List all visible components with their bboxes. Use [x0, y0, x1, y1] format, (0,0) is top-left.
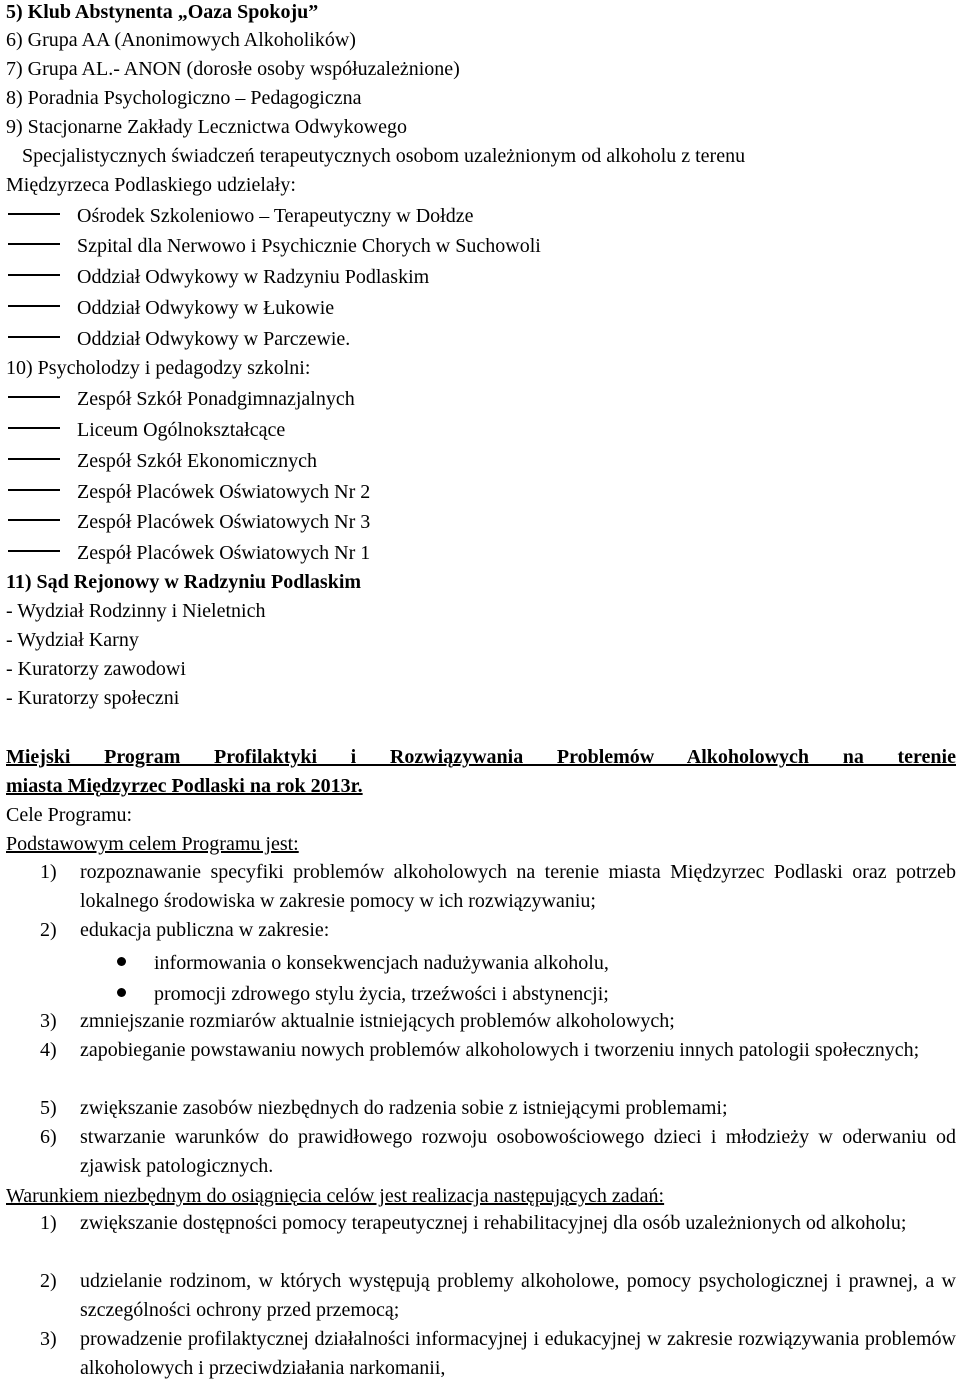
task-number: 2) — [40, 1270, 57, 1292]
facility-item — [8, 327, 350, 351]
goal-number: 5) — [40, 1097, 57, 1119]
school-item — [8, 480, 370, 504]
dash-marker — [8, 243, 60, 245]
task-item-3 — [40, 1325, 956, 1383]
intro-line-2: Międzyrzeca Podlaskiego udzielały: — [6, 174, 296, 196]
intro-line-1: Specjalistycznych świadczeń terapeutycznych osobom uzależnionym od alkoholu z terenu — [22, 145, 746, 167]
dash-marker — [8, 458, 60, 460]
school-item — [8, 387, 355, 411]
goal-text: stwarzanie warunków do prawidłowego rozwoju osobowościowego dzieci i młodzieży w oderwaniu od zjawisk patologicznych. — [80, 1126, 956, 1177]
dash-marker — [8, 489, 60, 491]
school-item — [8, 541, 370, 565]
school-label: Zespół Placówek Oświatowych Nr 1 — [77, 542, 371, 564]
goal-item-6 — [40, 1123, 956, 1181]
court-item: - Wydział Karny — [6, 629, 139, 651]
court-heading: 11) Sąd Rejonowy w Radzyniu Podlaskim — [6, 571, 362, 593]
dash-marker — [8, 396, 60, 398]
list-item-5: 5) Klub Abstynenta „Oaza Spokoju” — [6, 1, 319, 23]
dash-marker — [8, 305, 60, 307]
facility-label: Oddział Odwykowy w Parczewie. — [77, 328, 351, 350]
goal-number: 1) — [40, 861, 57, 883]
dash-marker — [8, 519, 60, 521]
goals-intro: Podstawowym celem Programu jest: — [6, 833, 299, 855]
dash-marker — [8, 550, 60, 552]
court-item: - Wydział Rodzinny i Nieletnich — [6, 600, 266, 622]
task-number: 3) — [40, 1328, 57, 1350]
goal-number: 3) — [40, 1010, 57, 1032]
school-label: Zespół Szkół Ekonomicznych — [77, 450, 317, 472]
dash-marker — [8, 213, 60, 215]
goal-text: zapobieganie powstawaniu nowych problemów alkoholowych i tworzeniu innych patologii społecznych; — [80, 1039, 920, 1061]
bullet-icon — [117, 988, 126, 997]
program-title-line-1: Miejski Program Profilaktyki i Rozwiązywania Problemów Alkoholowych na terenie — [6, 746, 956, 768]
psych-heading: 10) Psycholodzy i pedagodzy szkolni: — [6, 357, 311, 379]
goals-heading: Cele Programu: — [6, 804, 133, 826]
facility-label: Oddział Odwykowy w Łukowie — [77, 297, 335, 319]
facility-label: Oddział Odwykowy w Radzyniu Podlaskim — [77, 266, 430, 288]
list-item-7: 7) Grupa AL.- ANON (dorosłe osoby współuzależnione) — [6, 58, 460, 80]
dash-marker — [8, 336, 60, 338]
facility-item — [8, 204, 473, 228]
goal-number: 6) — [40, 1126, 57, 1148]
school-label: Zespół Placówek Oświatowych Nr 2 — [77, 481, 371, 503]
school-item — [8, 510, 370, 534]
court-item: - Kuratorzy zawodowi — [6, 658, 186, 680]
facility-label: Szpital dla Nerwowo i Psychicznie Chorych w Suchowoli — [77, 235, 541, 257]
school-item — [8, 449, 317, 473]
task-text: prowadzenie profilaktycznej działalności informacyjnej i edukacyjnej w zakresie rozwiązywania problemów alkoholowych i przeciwdziałania narkomanii, — [80, 1328, 956, 1379]
goal-number: 4) — [40, 1039, 57, 1061]
task-item-1 — [40, 1209, 956, 1238]
court-item: - Kuratorzy społeczni — [6, 687, 180, 709]
facility-item — [8, 265, 429, 289]
dash-marker — [8, 274, 60, 276]
school-item — [8, 418, 285, 442]
task-text: zwiększanie dostępności pomocy terapeutycznej i rehabilitacyjnej dla osób uzależnionych od alkoholu; — [80, 1212, 907, 1234]
goal-item-3 — [40, 1007, 956, 1036]
list-item-6: 6) Grupa AA (Anonimowych Alkoholików) — [6, 29, 356, 51]
edu-bullet-label: informowania o konsekwencjach nadużywania alkoholu, — [154, 952, 609, 974]
school-label: Zespół Szkół Ponadgimnazjalnych — [77, 388, 355, 410]
goal-number: 2) — [40, 919, 57, 941]
list-item-9: 9) Stacjonarne Zakłady Lecznictwa Odwykowego — [6, 116, 407, 138]
school-label: Liceum Ogólnokształcące — [77, 419, 286, 441]
goal-text: rozpoznawanie specyfiki problemów alkoholowych na terenie miasta Międzyrzec Podlaski oraz potrzeb lokalnego środowiska w zakresie pomocy w ich rozwiązywaniu; — [80, 861, 956, 912]
goal-item-2 — [40, 916, 956, 945]
tasks-heading: Warunkiem niezbędnym do osiągnięcia celów jest realizacja następujących zadań: — [6, 1185, 665, 1207]
bullet-icon — [117, 957, 126, 966]
task-number: 1) — [40, 1212, 57, 1234]
edu-bullet-item — [117, 982, 609, 1006]
goal-item-4 — [40, 1036, 956, 1065]
goal-item-1 — [40, 858, 956, 916]
goal-text: edukacja publiczna w zakresie: — [80, 919, 330, 941]
facility-label: Ośrodek Szkoleniowo – Terapeutyczny w Dołdze — [77, 205, 474, 227]
school-label: Zespół Placówek Oświatowych Nr 3 — [77, 511, 371, 533]
task-text: udzielanie rodzinom, w których występują problemy alkoholowe, pomocy psychologicznej i prawnej, a w szczególności ochrony przed przemocą; — [80, 1270, 956, 1321]
goal-item-5 — [40, 1094, 956, 1123]
facility-item — [8, 296, 334, 320]
facility-item — [8, 234, 541, 258]
list-item-8: 8) Poradnia Psychologiczno – Pedagogiczna — [6, 87, 362, 109]
edu-bullet-label: promocji zdrowego stylu życia, trzeźwości i abstynencji; — [154, 983, 609, 1005]
task-item-2 — [40, 1267, 956, 1325]
dash-marker — [8, 427, 60, 429]
program-title-line-2: miasta Międzyrzec Podlaski na rok 2013r. — [6, 775, 363, 797]
edu-bullet-item — [117, 951, 609, 975]
goal-text: zmniejszanie rozmiarów aktualnie istniejących problemów alkoholowych; — [80, 1010, 675, 1032]
goal-text: zwiększanie zasobów niezbędnych do radzenia sobie z istniejącymi problemami; — [80, 1097, 728, 1119]
